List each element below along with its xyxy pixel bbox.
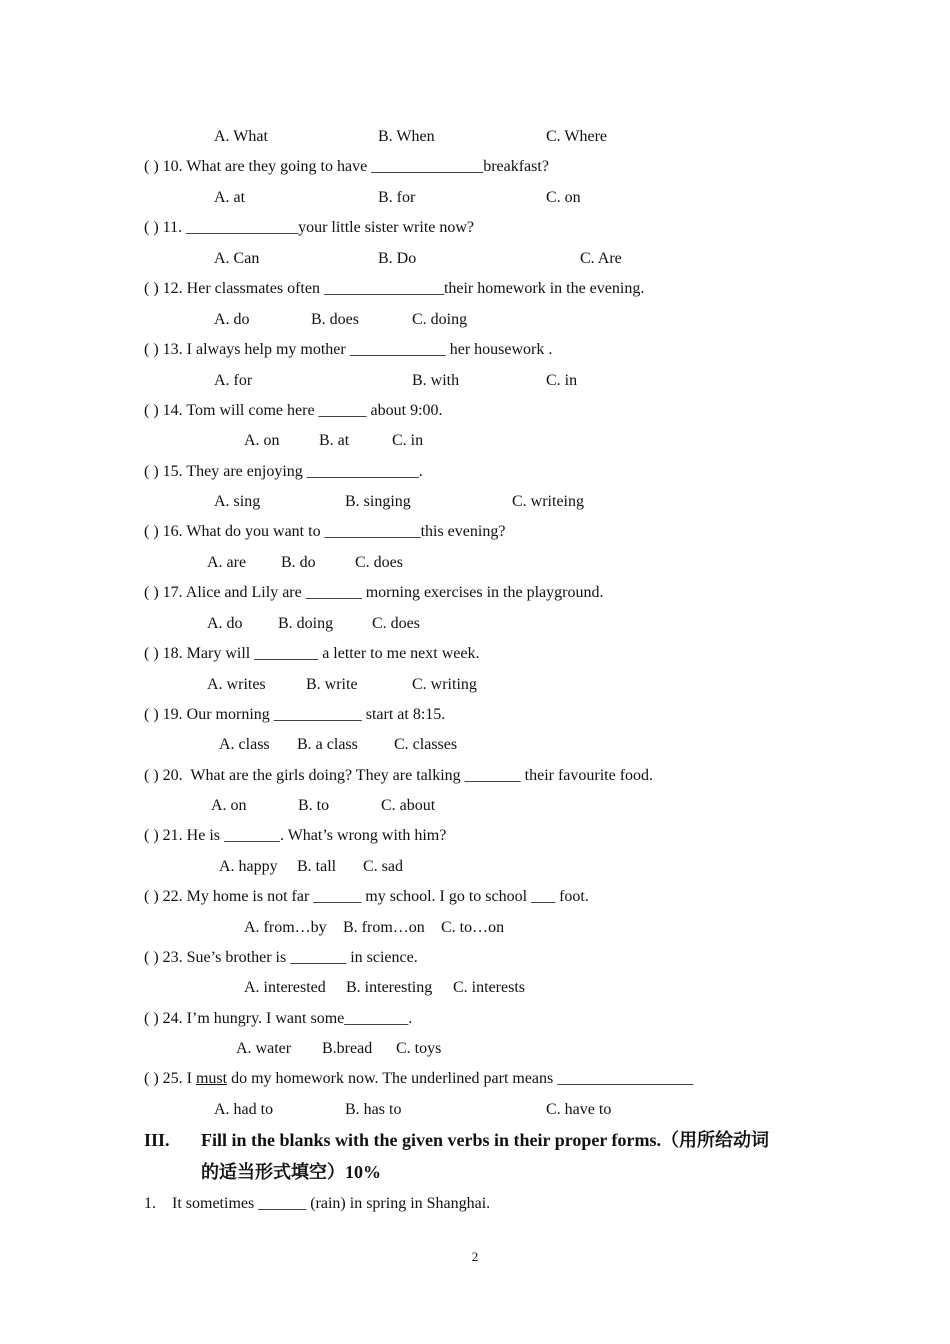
section-3-numeral: III.: [144, 1130, 170, 1150]
section-3-title-line-1: Fill in the blanks with the given verbs in their proper forms.（用所给动词: [201, 1130, 770, 1150]
q23-option-a: A. interested: [244, 979, 326, 996]
q23-option-c: C. interests: [453, 979, 525, 996]
q25-option-b: B. has to: [345, 1101, 402, 1118]
question-20: ( ) 20. What are the girls doing? They are talking _______ their favourite food.: [144, 767, 654, 784]
q11-option-b: B. Do: [378, 250, 417, 267]
question-18: ( ) 18. Mary will ________ a letter to me next week.: [144, 645, 480, 662]
q18-option-a: A. writes: [207, 676, 266, 693]
q24-option-b: B.bread: [322, 1040, 373, 1057]
q15-option-b: B. singing: [345, 493, 411, 510]
q19-option-c: C. classes: [394, 736, 458, 753]
question-17: ( ) 17. Alice and Lily are _______ morning exercises in the playground.: [144, 584, 604, 601]
q19-option-a: A. class: [219, 736, 270, 753]
q13-option-c: C. in: [546, 372, 578, 389]
q25-option-a: A. had to: [214, 1101, 274, 1118]
question-12: ( ) 12. Her classmates often _______________their homework in the evening.: [144, 280, 645, 297]
question-16: ( ) 16. What do you want to ____________this evening?: [144, 523, 506, 540]
question-13: ( ) 13. I always help my mother ____________ her housework .: [144, 341, 553, 358]
question-10: ( ) 10. What are they going to have ______________breakfast?: [144, 158, 549, 175]
question-25: ( ) 25. I must do my homework now. The underlined part means _________________: [144, 1070, 694, 1087]
q21-option-c: C. sad: [363, 858, 403, 875]
question-22: ( ) 22. My home is not far ______ my school. I go to school ___ foot.: [144, 888, 589, 905]
q18-option-b: B. write: [306, 676, 358, 693]
fill-1-sentence: It sometimes ______ (rain) in spring in Shanghai.: [172, 1195, 491, 1212]
page-number: 2: [471, 1249, 479, 1264]
q10-option-b: B. for: [378, 189, 416, 206]
q17-option-c: C. does: [372, 615, 420, 632]
question-21: ( ) 21. He is _______. What’s wrong with him?: [144, 827, 447, 844]
q12-option-b: B. does: [311, 311, 359, 328]
q18-option-c: C. writing: [412, 676, 477, 693]
q13-option-a: A. for: [214, 372, 253, 389]
q11-option-a: A. Can: [214, 250, 260, 267]
question-14: ( ) 14. Tom will come here ______ about 9:00.: [144, 402, 443, 419]
section-3-title-line-2: 的适当形式填空）10%: [201, 1162, 381, 1182]
question-15: ( ) 15. They are enjoying ______________.: [144, 463, 423, 480]
q22-option-b: B. from…on: [343, 919, 425, 936]
q20-option-a: A. on: [211, 797, 247, 814]
q19-option-b: B. a class: [297, 736, 358, 753]
q21-option-a: A. happy: [219, 858, 278, 875]
q22-option-c: C. to…on: [441, 919, 505, 936]
question-23: ( ) 23. Sue’s brother is _______ in science.: [144, 949, 418, 966]
q13-option-b: B. with: [412, 372, 460, 389]
fill-1-number: 1.: [144, 1195, 156, 1212]
q16-option-b: B. do: [281, 554, 316, 571]
q24-option-a: A. water: [236, 1040, 292, 1057]
q22-option-a: A. from…by: [244, 919, 327, 936]
q9-option-b: B. When: [378, 128, 435, 145]
q15-option-a: A. sing: [214, 493, 261, 510]
q11-option-c: C. Are: [580, 250, 622, 267]
q17-option-b: B. doing: [278, 615, 334, 632]
q23-option-b: B. interesting: [346, 979, 433, 996]
q25-option-c: C. have to: [546, 1101, 612, 1118]
q20-option-c: C. about: [381, 797, 436, 814]
q10-option-c: C. on: [546, 189, 581, 206]
q14-option-a: A. on: [244, 432, 280, 449]
q14-option-c: C. in: [392, 432, 424, 449]
underlined-word: must: [195, 1070, 228, 1087]
q24-option-c: C. toys: [396, 1040, 442, 1057]
q20-option-b: B. to: [298, 797, 330, 814]
q9-option-c: C. Where: [546, 128, 608, 145]
q16-option-a: A. are: [207, 554, 247, 571]
q10-option-a: A. at: [214, 189, 246, 206]
q21-option-b: B. tall: [297, 858, 337, 875]
question-19: ( ) 19. Our morning ___________ start at 8:15.: [144, 706, 446, 723]
q17-option-a: A. do: [207, 615, 243, 632]
q12-option-a: A. do: [214, 311, 250, 328]
q9-option-a: A. What: [214, 128, 268, 145]
q14-option-b: B. at: [319, 432, 350, 449]
question-24: ( ) 24. I’m hungry. I want some________.: [144, 1010, 413, 1027]
question-11: ( ) 11. ______________your little sister write now?: [144, 219, 475, 236]
q16-option-c: C. does: [355, 554, 403, 571]
q12-option-c: C. doing: [412, 311, 468, 328]
q15-option-c: C. writeing: [512, 493, 584, 510]
